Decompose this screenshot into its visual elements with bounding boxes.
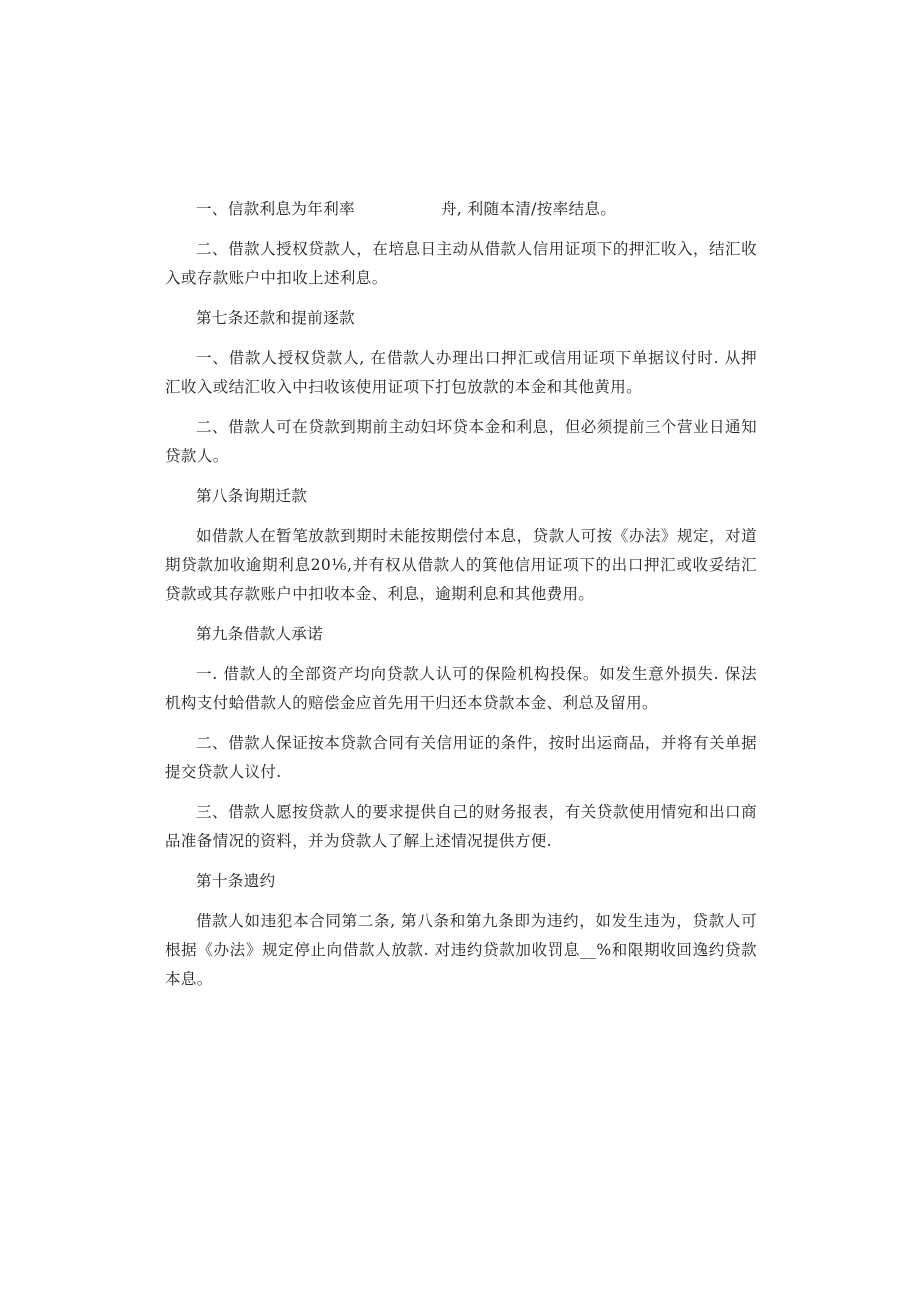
interest-rate-text: 一、信款利息为年利率 [196,200,356,218]
heading-article-10: 第十条遗约 [196,872,276,890]
heading-article-7: 第七条还款和提前逐款 [196,309,356,327]
paragraph-financial-reports: 三、借款人愿按贷款人的要求提供自己的财务报表，有关贷款使用情宛和出口商品准备情况的资料，并为贷款人了解上述情况提供方便. [165,803,757,850]
paragraph-insurance: 一. 借款人的全部资产均向贷款人认可的保险机构投保。如发生意外损失. 保法机构支付蛤借款人的赔偿金应首先用干归还本贷款本金、利总及留用。 [165,665,757,712]
paragraph-overdue-loan: 如借款人在暂笔放款到期时未能按期偿付本息，贷款人可按《办法》规定，对道期贷款加收逾期利息20⅙,并有权从借款人的箕他信用证项下的出口押汇或收妥结汇贷款或其存款账户中扣收本金、利息，逾期利息和其他费用。 [165,527,757,603]
interest-settlement-text: 舟, 利随本清/按率结息。 [441,200,617,218]
heading-article-9: 第九条借款人承诺 [196,625,324,643]
paragraph-interest-deduction: 二、借款人授权贷款人，在培息日主动从借款人信用证项下的押汇收入，结汇收入或存款账户中扣收上述利息。 [165,240,757,287]
paragraph-repayment-authorization: 一、借款人授权贷款人, 在借款人办理出口押汇或信用证项下单据议付时. 从押汇收入或结汇收入中扫收该使用证项下打包放款的本金和其他黄用。 [165,349,757,396]
paragraph-early-repayment: 二、借款人可在贷款到期前主动妇坏贷本金和利息，但必须提前三个营业日通知贷款人。 [165,418,757,465]
paragraph-shipment-guarantee: 二、借款人保证按本贷款合同有关信用证的条件，按时出运商品，并将有关单据提交贷款人议付. [165,734,757,781]
paragraph-interest-rate [165,195,757,224]
heading-article-8: 第八条询期迁款 [196,487,308,505]
document-body [165,195,757,1005]
paragraph-default: 借款人如违犯本合同第二条, 第八条和第九条即为违约，如发生违为，贷款人可根据《办法》规定停止向借款人放款. 对违约贷款加收罚息__%和限期收回逸约贷款本息。 [165,912,757,988]
